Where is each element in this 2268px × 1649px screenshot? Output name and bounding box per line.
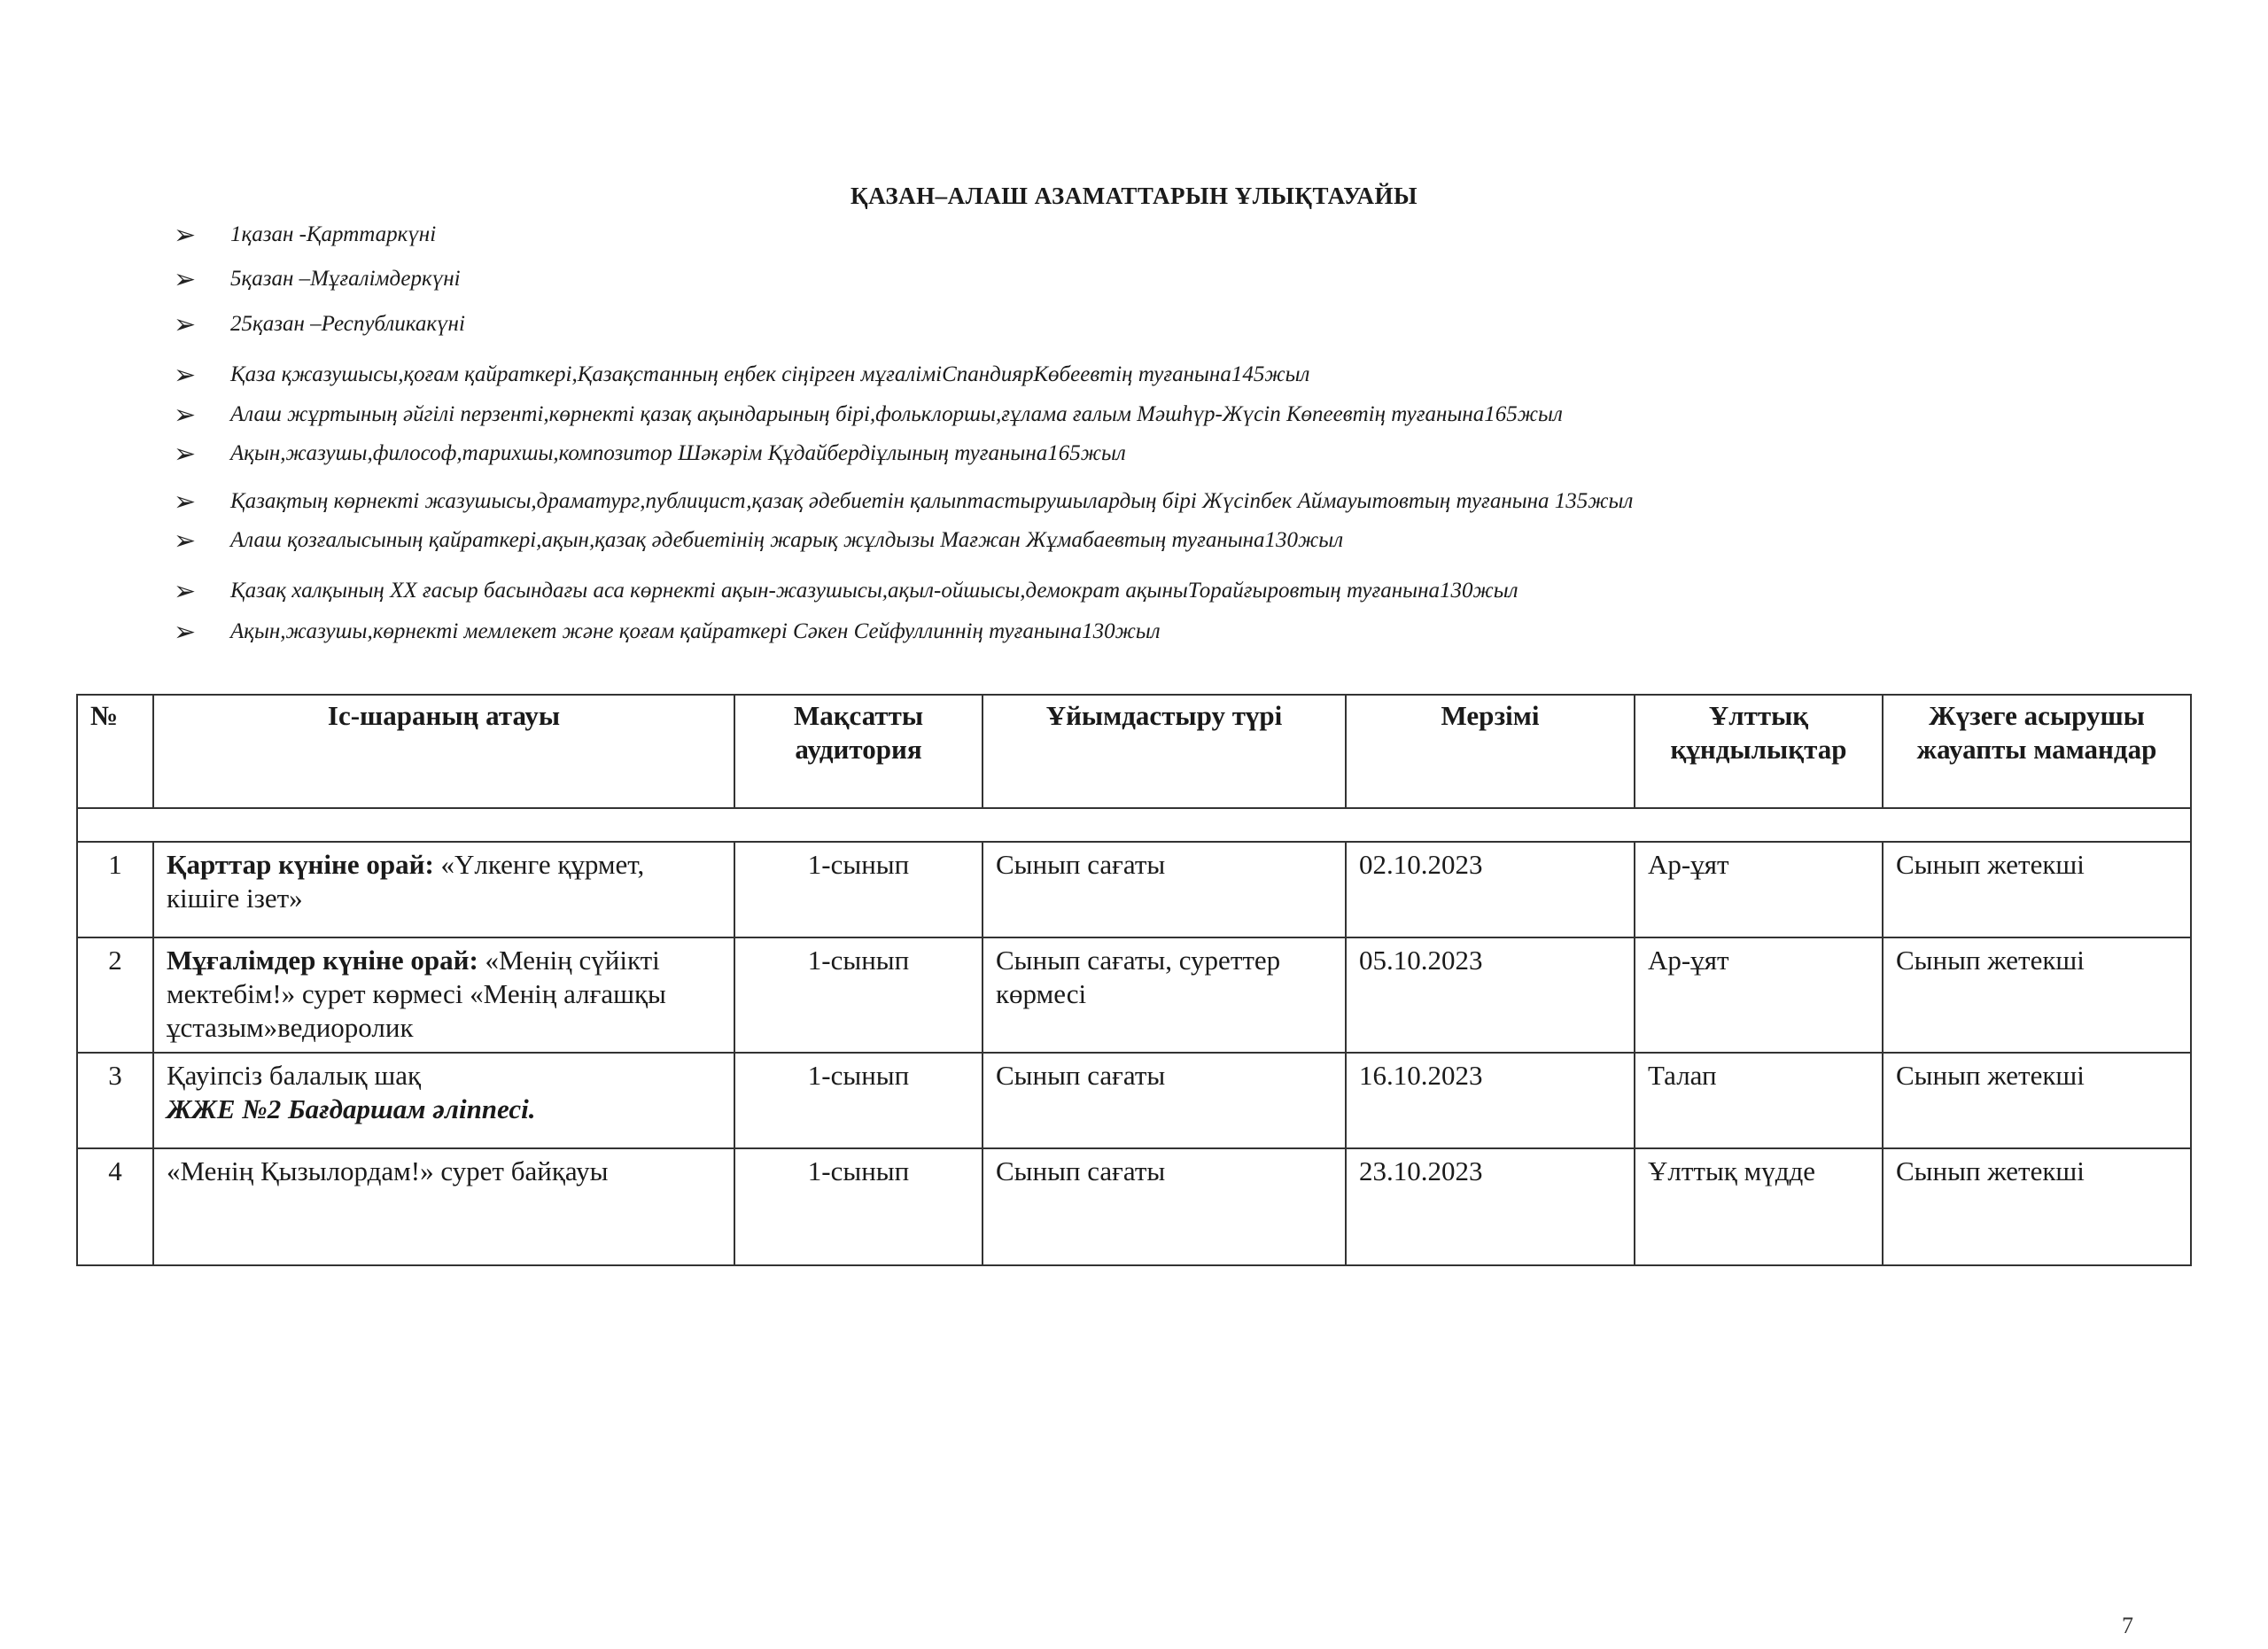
event-plan-table [76,694,2192,1266]
list-item-text: Ақын,жазушы,көрнекті мемлекет және қоғам қайраткері Сәкен Сейфуллиннің туғанына130жыл [230,619,1161,643]
cell-number: 1 [77,842,153,937]
arrow-bullet-icon: ➢ [174,438,197,470]
table-row [77,937,2191,1053]
header-date: Мерзімі [1346,695,1635,808]
cell-responsible: Сынып жетекші [1883,937,2191,1053]
event-name-text: Қауіпсіз балалық шақ [167,1060,422,1091]
cell-responsible: Сынып жетекші [1883,1148,2191,1265]
cell-audience: 1-сынып [734,1148,983,1265]
cell-number: 2 [77,937,153,1053]
arrow-bullet-icon: ➢ [174,308,197,340]
event-name-text: «Үлкенге құрмет, кішіге ізет» [167,849,645,914]
cell-number: 4 [77,1148,153,1265]
cell-responsible: Сынып жетекші [1883,1053,2191,1148]
arrow-bullet-icon: ➢ [174,616,197,648]
spacer-cell [77,808,2191,842]
page-title: ҚАЗАН–АЛАШ АЗАМАТТАРЫН ҰЛЫҚТАУАЙЫ [850,183,1418,209]
arrow-bullet-icon: ➢ [174,525,197,556]
cell-form: Сынып сағаты [983,1053,1346,1148]
cell-date: 02.10.2023 [1346,842,1635,937]
event-name-subline: ЖЖЕ №2 Бағдаршам әліппесі. [167,1093,536,1124]
list-item-text: 1қазан -Қарттаркүні [230,222,437,246]
arrow-bullet-icon: ➢ [174,359,197,391]
cell-event-name [153,1148,734,1265]
cell-event-name [153,937,734,1053]
list-item-text: 5қазан –Мұғалімдеркүні [230,267,461,291]
list-item [174,525,1343,556]
table-row [77,842,2191,937]
cell-values: Ар-ұят [1635,937,1883,1053]
event-name-bold: Қарттар күніне орай: [167,849,434,880]
cell-audience: 1-сынып [734,937,983,1053]
list-item-text: Қаза қжазушысы,қоғам қайраткері,Қазақстанның еңбек сіңірген мұғаліміСпандиярКөбеевтің туғанына145жыл [230,362,1310,386]
page-number: 7 [2122,1613,2133,1638]
list-item-text: Қазақ халқының XX ғасыр басындағы аса көрнекті ақын-жазушысы,ақыл-ойшысы,демократ ақыныТорайғыровтың туғанына130жыл [230,579,1518,603]
cell-form: Сынып сағаты [983,842,1346,937]
header-form: Ұйымдастыру түрі [983,695,1346,808]
cell-number: 3 [77,1053,153,1148]
list-item [174,360,1309,390]
list-item [174,264,461,294]
list-item [174,400,1563,430]
cell-audience: 1-сынып [734,1053,983,1148]
arrow-bullet-icon: ➢ [174,263,197,295]
cell-date: 16.10.2023 [1346,1053,1635,1148]
cell-event-name [153,842,734,937]
header-event-name: Іс-шараның атауы [153,695,734,808]
list-item [174,220,436,250]
list-item [174,486,1633,517]
list-item [174,617,1161,647]
cell-date: 23.10.2023 [1346,1148,1635,1265]
table-row [77,1053,2191,1148]
cell-date: 05.10.2023 [1346,937,1635,1053]
list-item-text: Қазақтың көрнекті жазушысы,драматург,публицист,қазақ әдебиетін қалыптастырушылардың бірі Жүсіпбек Аймауытовтың туғанына 135жыл [230,489,1634,513]
arrow-bullet-icon: ➢ [174,575,197,607]
cell-form: Сынып сағаты [983,1148,1346,1265]
list-item [174,309,465,339]
table-header-row [77,695,2191,808]
list-item-text: 25қазан –Республикакүні [230,312,465,336]
list-item [174,576,1518,606]
list-item-text: Алаш жұртының әйгілі перзенті,көрнекті қазақ ақындарының бірі,фольклоршы,ғұлама ғалым Мәшһүр-Жүсіп Көпеевтің туғанына165жыл [230,402,1563,426]
arrow-bullet-icon: ➢ [174,399,197,431]
list-item [174,439,1126,469]
event-name-text: «Менің Қызылордам!» сурет байқауы [167,1155,609,1186]
table-row [77,1148,2191,1265]
event-name-bold: Мұғалімдер күніне орай: [167,945,478,976]
list-item-text: Ақын,жазушы,философ,тарихшы,композитор Шәкәрім Құдайбердіұлының туғанына165жыл [230,441,1126,465]
header-values: Ұлттық құндылықтар [1635,695,1883,808]
cell-responsible: Сынып жетекші [1883,842,2191,937]
cell-values: Ар-ұят [1635,842,1883,937]
header-responsible: Жүзеге асырушы жауапты мамандар [1883,695,2191,808]
event-name-text: «Менің сүйікті мектебім!» сурет көрмесі «Менің алғашқы ұстазым»ведиоролик [167,945,666,1043]
cell-event-name [153,1053,734,1148]
arrow-bullet-icon: ➢ [174,486,197,517]
list-item-text: Алаш қозғалысының қайраткері,ақын,қазақ әдебиетінің жарық жұлдызы Мағжан Жұмабаевтың туғанына130жыл [230,528,1344,552]
arrow-bullet-icon: ➢ [174,219,197,251]
header-number: № [77,695,153,808]
cell-form: Сынып сағаты, суреттер көрмесі [983,937,1346,1053]
cell-values: Талап [1635,1053,1883,1148]
cell-audience: 1-сынып [734,842,983,937]
header-audience: Мақсатты аудитория [734,695,983,808]
table-spacer-row [77,808,2191,842]
cell-values: Ұлттық мүдде [1635,1148,1883,1265]
